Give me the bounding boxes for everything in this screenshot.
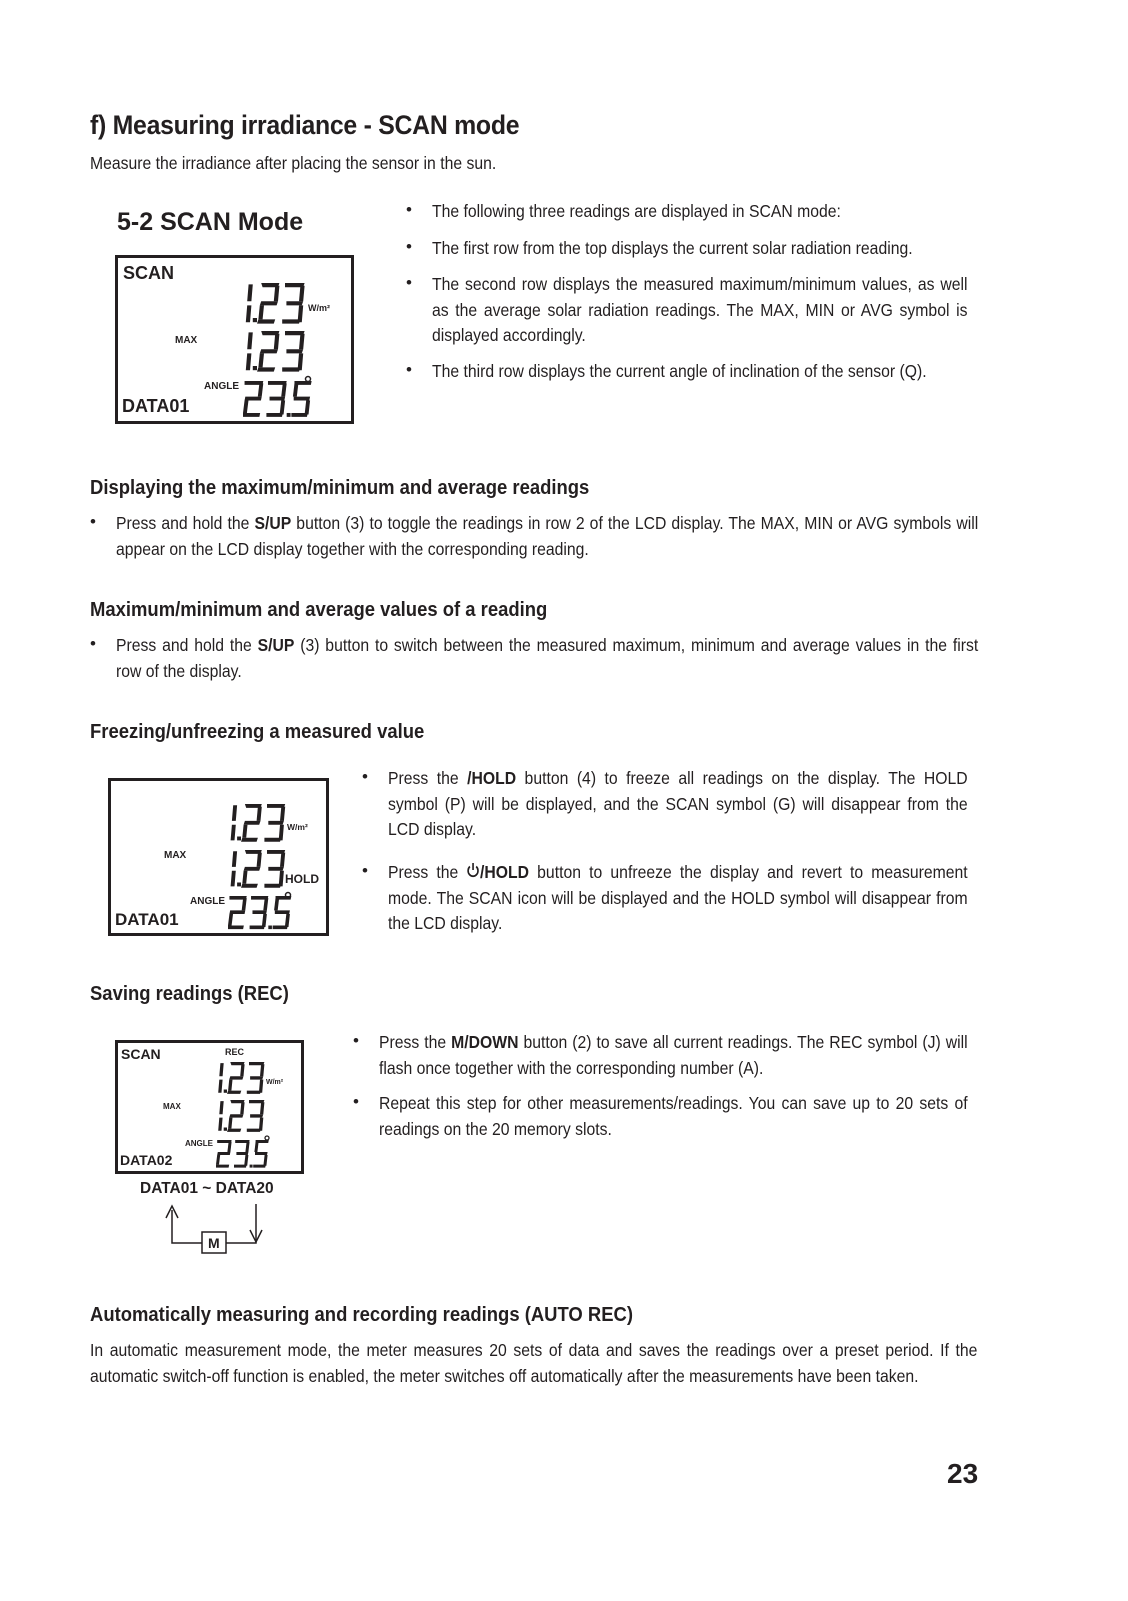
save-bullet-1: Press the M/DOWN button (2) to save all current readings. The REC symbol (J) will flash once together with the corresponding number (A). [379,1032,968,1078]
lcd-unit: W/m² [287,822,308,832]
bullet-icon: • [90,512,96,531]
lcd-angle-label: ANGLE [185,1139,213,1148]
scan-bullet-3: The second row displays the measured maximum/minimum values, as well as the average solar radiation readings. The MAX, MIN or AVG symbol is displayed accordingly. [432,274,968,345]
bullet-icon: • [353,1031,359,1050]
bullet-icon: • [362,767,368,786]
lcd-data-label: DATA01 [122,396,190,416]
values-section-title: Maximum/minimum and average values of a reading [90,598,548,621]
bullet-icon: • [362,861,368,880]
save-section-title: Saving readings (REC) [90,982,289,1005]
lcd-data-label: DATA02 [120,1152,173,1168]
lcd-max-label: MAX [164,850,187,861]
lcd-angle-label: ANGLE [190,896,225,907]
intro-text: Measure the irradiance after placing the sensor in the sun. [90,153,497,173]
freeze-section-title: Freezing/unfreezing a measured value [90,720,425,743]
lcd-hold-figure [108,778,330,938]
display-section-text: Press and hold the S/UP button (3) to toggle the readings in row 2 of the LCD display. The MAX, MIN or AVG symbols will appear on the LCD display together with the corresponding reading. [116,513,979,559]
lcd-scan-label: SCAN [121,1046,161,1062]
freeze-bullet-2: Press the /HOLD button to unfreeze the display and revert to measurement mode. The SCAN icon will be displayed and the HOLD symbol will disappear from the LCD display. [388,862,968,933]
values-section-text: Press and hold the S/UP (3) button to switch between the measured maximum, minimum and average values in the first row of the display. [116,635,979,681]
lcd-max-label: MAX [175,335,198,346]
lcd-rec-label: REC [225,1047,245,1057]
lcd-unit: W/m² [308,303,330,313]
lcd-angle-label: ANGLE [204,381,239,392]
lcd-unit: W/m² [266,1079,284,1086]
lcd-scan-figure [115,255,355,425]
display-section-title: Displaying the maximum/minimum and average readings [90,476,590,499]
arrow-down-icon [226,1204,256,1243]
auto-section-text: In automatic measurement mode, the meter measures 20 sets of data and saves the readings over a preset period. If the automatic switch-off function is enabled, the meter switches off automatically after the measurements have been taken. [90,1340,978,1386]
page-heading: f) Measuring irradiance - SCAN mode [90,110,520,140]
bullet-icon: • [406,360,412,379]
lcd-hold-label: HOLD [285,872,319,886]
figure-title: 5-2 SCAN Mode [117,208,304,236]
lcd-rec-figure [115,1040,305,1175]
bullet-icon: • [406,200,412,219]
bullet-icon: • [406,273,412,292]
lcd-scan-label: SCAN [123,263,175,283]
scan-bullet-4: The third row displays the current angle of inclination of the sensor (Q). [432,361,927,381]
m-key-label: M [208,1235,220,1251]
bullet-icon: • [353,1092,359,1111]
bullet-icon: • [90,634,96,653]
bullet-icon: • [406,237,412,256]
power-icon [466,862,480,879]
scan-bullet-2: The first row from the top displays the current solar radiation reading. [432,238,913,258]
freeze-bullet-1: Press the /HOLD button (4) to freeze all readings on the display. The HOLD symbol (P) will be displayed, and the SCAN symbol (G) will disappear from the LCD display. [388,768,968,839]
scan-bullet-1: The following three readings are displayed in SCAN mode: [432,201,841,221]
save-bullet-2: Repeat this step for other measurements/readings. You can save up to 20 sets of readings on the 20 memory slots. [379,1093,968,1139]
memory-caption: DATA01 ~ DATA20 [140,1180,274,1197]
lcd-max-label: MAX [163,1102,181,1111]
lcd-data-label: DATA01 [115,910,179,929]
auto-section-title: Automatically measuring and recording readings (AUTO REC) [90,1303,634,1326]
memory-cycle-diagram [160,1200,270,1258]
page-number: 23 [947,1458,979,1489]
